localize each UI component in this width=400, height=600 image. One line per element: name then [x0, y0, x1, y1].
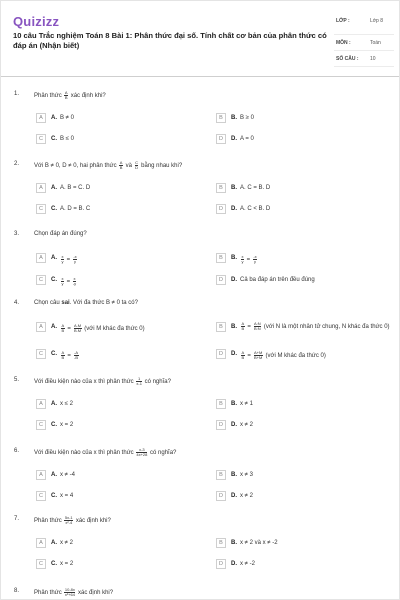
question-text [34, 91, 374, 100]
option-letter: A. [51, 472, 57, 478]
option-letter: C. [51, 422, 57, 428]
question-text [34, 377, 374, 386]
option-fraction-numerator: x [241, 254, 244, 259]
question-fraction [136, 448, 147, 457]
option-fraction [73, 277, 76, 286]
option-letter: B. [231, 255, 237, 261]
question-number: 4. [14, 300, 20, 306]
question-fraction-numerator: C [135, 160, 138, 165]
question-text-part: Phân thức [34, 93, 64, 100]
question-fraction [64, 588, 75, 597]
option-fraction [241, 322, 245, 331]
option-letter: A. [51, 115, 57, 121]
question-text [34, 231, 374, 237]
option-checkbox[interactable]: A [36, 470, 46, 480]
option-fraction [61, 351, 65, 360]
option-text: x ≠ 2 và x ≠ -2 [240, 540, 278, 546]
question-fraction-denominator: B [64, 95, 68, 100]
meta-subject [334, 37, 394, 51]
option-fraction-numerator: x [61, 254, 64, 259]
option-letter: A. [51, 255, 57, 261]
option-fraction-denominator: y [241, 259, 244, 264]
option-text: x ≠ -2 [240, 561, 255, 567]
option-checkbox[interactable]: D [216, 204, 226, 214]
option-fraction-numerator: x [61, 276, 64, 281]
option-note: (với M khác đa thức 0) [263, 353, 326, 360]
question-fraction [64, 516, 73, 525]
option-fraction-numerator: -x [253, 254, 257, 259]
option-letter: A. [51, 185, 57, 191]
option-letter: C. [51, 136, 57, 142]
option-letter: B. [231, 185, 237, 191]
meta-count [334, 53, 394, 67]
option-operator: = [65, 279, 72, 286]
option-text [240, 351, 326, 360]
option-letter: D. [231, 277, 237, 283]
question-text-part: Với B ≠ 0, D ≠ 0, hai phân thức [34, 163, 119, 170]
option-checkbox[interactable]: C [36, 275, 46, 285]
option-note: (với M khác đa thức 0) [82, 326, 145, 333]
question-text-part: xác định khi? [74, 518, 111, 525]
option-note: (với N là một nhân tử chung, N khác đa thức 0) [262, 324, 390, 331]
option-fraction-denominator: B [241, 326, 245, 331]
option-text: x = 4 [60, 493, 74, 499]
option-fraction-denominator: y [61, 259, 64, 264]
option-letter: B. [231, 115, 237, 121]
option-fraction-denominator: y [254, 259, 257, 264]
option-fraction-numerator: -x [73, 254, 77, 259]
option-fraction [61, 255, 64, 264]
question-fraction [135, 161, 139, 170]
option-text: x ≠ 3 [240, 472, 253, 478]
option-fraction [74, 324, 82, 333]
question-text-part: có nghĩa? [142, 379, 171, 386]
option-fraction [241, 351, 245, 360]
option-fraction-denominator: y [74, 259, 77, 264]
option-letter: C. [51, 351, 57, 357]
option-checkbox[interactable]: D [216, 420, 226, 430]
option-text: B ≥ 0 [240, 115, 254, 121]
question-fraction-numerator: A [64, 90, 68, 95]
question-text-part: có nghĩa? [148, 450, 177, 457]
question-fraction-numerator: A [119, 160, 123, 165]
option-letter: A. [51, 324, 57, 330]
option-text: B ≠ 0 [60, 115, 74, 121]
question-fraction-denominator: 4x+28 [136, 452, 148, 457]
option-checkbox[interactable]: A [36, 399, 46, 409]
question-text-part: . Với đa thức B ≠ 0 ta có? [69, 300, 138, 306]
option-operator: = [245, 353, 253, 360]
option-fraction-denominator: -B [74, 355, 79, 360]
option-letter: A. [51, 401, 57, 407]
option-operator: = [65, 353, 73, 360]
option-checkbox[interactable]: A [36, 538, 46, 548]
option-fraction-numerator: -A [74, 350, 79, 355]
option-fraction-numerator: A.M [74, 323, 82, 328]
option-checkbox[interactable]: D [216, 559, 226, 569]
question-text-part: Chọn đáp án đúng? [34, 231, 87, 237]
option-text: Cả ba đáp án trên đều đúng [240, 277, 315, 283]
option-fraction-numerator: A [61, 350, 65, 355]
question-fraction-denominator: x²+64 [64, 592, 75, 597]
question-fraction-denominator: x²-4 [65, 520, 73, 525]
option-checkbox[interactable]: A [36, 183, 46, 193]
option-checkbox[interactable]: B [216, 538, 226, 548]
option-checkbox[interactable]: C [36, 134, 46, 144]
option-text: x ≠ 2 [60, 540, 73, 546]
option-checkbox[interactable]: C [36, 204, 46, 214]
option-fraction-numerator: A:N [254, 321, 261, 326]
meta-class-value: Lớp 8 [370, 18, 384, 24]
question-text-part: xác định khi? [69, 93, 106, 100]
question-number: 6. [14, 448, 20, 454]
option-letter: C. [51, 277, 57, 283]
option-checkbox[interactable]: B [216, 183, 226, 193]
option-text: x ≠ 2 [240, 422, 253, 428]
question-text-part: Chọn câu [34, 300, 62, 306]
meta-subject-value: Toán [370, 40, 381, 46]
option-checkbox[interactable]: B [216, 470, 226, 480]
question-text [34, 300, 374, 306]
question-text-part: Với điều kiện nào của x thì phân thức [34, 450, 136, 457]
option-fraction-numerator: A [241, 350, 245, 355]
option-text: x ≠ 1 [240, 401, 253, 407]
option-text: A = 0 [240, 136, 254, 142]
meta-count-label: SỐ CÂU : [336, 56, 359, 62]
option-letter: D. [231, 561, 237, 567]
option-checkbox[interactable]: C [36, 420, 46, 430]
question-number: 7. [14, 516, 20, 522]
question-number: 8. [14, 588, 20, 594]
option-checkbox[interactable]: D [216, 275, 226, 285]
question-fraction-denominator: B [119, 165, 123, 170]
option-text [240, 255, 258, 264]
option-text [240, 322, 395, 331]
option-letter: D. [231, 351, 237, 357]
option-fraction-denominator: -y [72, 281, 77, 286]
question-fraction [119, 161, 123, 170]
option-fraction-numerator: A+M [254, 350, 263, 355]
option-checkbox[interactable]: B [216, 399, 226, 409]
option-text [60, 351, 80, 360]
option-operator: = [245, 324, 253, 331]
question-fraction-denominator: D [135, 165, 138, 170]
option-letter: D. [231, 206, 237, 212]
question-text-part: bằng nhau khi? [139, 163, 183, 170]
option-checkbox[interactable]: D [216, 349, 226, 359]
question-text-part: xác định khi? [76, 590, 114, 597]
question-text-part: Với điều kiện nào của x thì phân thức [34, 379, 136, 386]
option-fraction-numerator: A [61, 323, 65, 328]
option-checkbox[interactable]: D [216, 491, 226, 501]
question-fraction [64, 91, 68, 100]
question-fraction-numerator: 10-8x [64, 587, 75, 592]
option-letter: D. [231, 422, 237, 428]
option-text: x = 2 [60, 561, 74, 567]
option-text: x ≤ 2 [60, 401, 73, 407]
option-fraction [254, 351, 263, 360]
worksheet-header [1, 1, 399, 77]
option-letter: B. [231, 540, 237, 546]
question-number: 2. [14, 161, 20, 167]
option-fraction-denominator: B [241, 355, 245, 360]
question-text [34, 161, 374, 170]
option-text: x = 2 [60, 422, 74, 428]
option-letter: C. [51, 206, 57, 212]
option-letter: A. [51, 540, 57, 546]
option-fraction [61, 324, 65, 333]
option-letter: B. [231, 324, 237, 330]
option-checkbox[interactable]: A [36, 113, 46, 123]
option-text: A. D = B. C [60, 206, 91, 212]
option-checkbox[interactable]: A [36, 322, 46, 332]
option-text [60, 277, 77, 286]
option-text: x ≠ -4 [60, 472, 75, 478]
option-checkbox[interactable]: C [36, 559, 46, 569]
question-text [34, 516, 374, 525]
quizizz-logo: Quizizz [13, 14, 60, 29]
question-fraction-numerator: 5x-1 [64, 515, 73, 520]
option-text: B ≤ 0 [60, 136, 74, 142]
meta-count-value: 10 [370, 56, 376, 62]
question-text [34, 448, 374, 457]
question-number: 3. [14, 231, 20, 237]
question-fraction [136, 377, 142, 386]
option-fraction-numerator: A [241, 321, 245, 326]
option-letter: C. [51, 493, 57, 499]
option-checkbox[interactable]: C [36, 491, 46, 501]
option-operator: = [245, 257, 252, 264]
option-checkbox[interactable]: B [216, 253, 226, 263]
option-checkbox[interactable]: C [36, 349, 46, 359]
option-text [60, 324, 145, 333]
option-text [60, 255, 78, 264]
question-text-part: Phân thức [34, 518, 64, 525]
option-text: A. C = B. D [240, 185, 271, 191]
option-operator: = [65, 257, 72, 264]
question-fraction-numerator: x-3 [136, 448, 147, 453]
option-checkbox[interactable]: B [216, 322, 226, 332]
option-fraction [253, 255, 257, 264]
option-fraction [254, 322, 262, 331]
option-fraction-denominator: B:N [254, 326, 261, 331]
option-fraction-denominator: B.M [74, 328, 82, 333]
option-text: A. C < B. D [240, 206, 271, 212]
option-fraction [74, 351, 79, 360]
meta-class [334, 15, 394, 35]
option-letter: D. [231, 136, 237, 142]
option-letter: C. [51, 561, 57, 567]
question-text [34, 588, 374, 597]
worksheet-title: 10 câu Trắc nghiệm Toán 8 Bài 1: Phân thức đại số. Tính chất cơ bản của phân thức có đáp án (Nhận biết) [13, 31, 327, 50]
worksheet-meta [334, 15, 394, 69]
meta-subject-label: MÔN : [336, 40, 351, 46]
option-fraction-denominator: B+M [254, 355, 263, 360]
question-text-part: Phân thức [34, 590, 64, 597]
option-fraction [73, 255, 77, 264]
meta-class-label: LỚP : [336, 18, 350, 24]
question-fraction-denominator: x-1 [136, 381, 142, 386]
question-number: 5. [14, 377, 20, 383]
option-fraction-denominator: B [61, 355, 65, 360]
option-fraction-numerator: x [73, 276, 76, 281]
option-letter: B. [231, 401, 237, 407]
question-fraction-numerator: 1 [138, 376, 141, 381]
option-fraction [61, 277, 64, 286]
option-text: A. B = C. D [60, 185, 91, 191]
question-number: 1. [14, 91, 20, 97]
option-text: x ≠ 2 [240, 493, 253, 499]
option-letter: D. [231, 493, 237, 499]
option-checkbox[interactable]: A [36, 253, 46, 263]
option-letter: B. [231, 472, 237, 478]
option-checkbox[interactable]: B [216, 113, 226, 123]
option-fraction-denominator: y [61, 281, 64, 286]
option-operator: = [65, 326, 73, 333]
question-emphasis: sai [61, 300, 70, 306]
question-text-part: và [123, 163, 134, 170]
option-fraction [241, 255, 244, 264]
option-checkbox[interactable]: D [216, 134, 226, 144]
option-fraction-denominator: B [61, 328, 65, 333]
